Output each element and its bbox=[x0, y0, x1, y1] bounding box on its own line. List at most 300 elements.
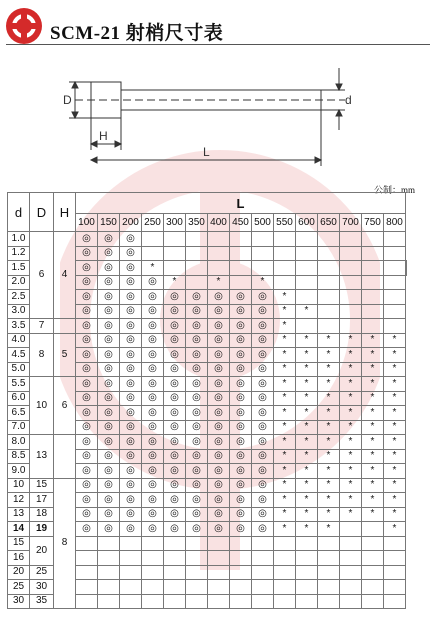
empty-cell bbox=[120, 580, 142, 595]
empty-cell bbox=[318, 290, 340, 305]
empty-cell bbox=[120, 594, 142, 609]
circle-mark: ◎ bbox=[98, 435, 120, 450]
table-row bbox=[8, 377, 407, 392]
circle-mark: ◎ bbox=[186, 522, 208, 537]
empty-cell bbox=[208, 232, 230, 247]
star-mark: * bbox=[296, 348, 318, 363]
circle-mark: ◎ bbox=[76, 420, 98, 435]
header-length: 700 bbox=[340, 214, 362, 232]
circle-mark: ◎ bbox=[76, 435, 98, 450]
circle-mark: ◎ bbox=[120, 391, 142, 406]
empty-cell bbox=[296, 246, 318, 261]
circle-mark: ◎ bbox=[76, 493, 98, 508]
star-mark: * bbox=[296, 391, 318, 406]
empty-cell bbox=[362, 290, 384, 305]
empty-cell bbox=[208, 551, 230, 566]
empty-cell bbox=[252, 261, 274, 276]
circle-mark: ◎ bbox=[76, 449, 98, 464]
empty-cell bbox=[164, 565, 186, 580]
circle-mark: ◎ bbox=[208, 290, 230, 305]
empty-cell bbox=[142, 580, 164, 595]
header-D: D bbox=[30, 193, 54, 232]
empty-cell bbox=[296, 594, 318, 609]
cell-d: 4.0 bbox=[8, 333, 30, 348]
empty-cell bbox=[186, 580, 208, 595]
cell-d: 30 bbox=[8, 594, 30, 609]
empty-cell bbox=[362, 536, 384, 551]
star-mark: * bbox=[296, 507, 318, 522]
circle-mark: ◎ bbox=[164, 333, 186, 348]
empty-cell bbox=[362, 565, 384, 580]
circle-mark: ◎ bbox=[230, 333, 252, 348]
circle-mark: ◎ bbox=[252, 478, 274, 493]
cell-d: 1.0 bbox=[8, 232, 30, 247]
empty-cell bbox=[76, 565, 98, 580]
circle-mark: ◎ bbox=[164, 319, 186, 334]
header-length: 150 bbox=[98, 214, 120, 232]
circle-mark: ◎ bbox=[230, 304, 252, 319]
circle-mark: ◎ bbox=[98, 246, 120, 261]
circle-mark: ◎ bbox=[120, 478, 142, 493]
star-mark: * bbox=[340, 420, 362, 435]
cell-D: 15 bbox=[30, 478, 54, 493]
star-mark: * bbox=[340, 333, 362, 348]
empty-cell bbox=[208, 565, 230, 580]
circle-mark: ◎ bbox=[208, 420, 230, 435]
empty-cell bbox=[142, 565, 164, 580]
star-mark: * bbox=[296, 420, 318, 435]
star-mark: * bbox=[318, 478, 340, 493]
header-length: 750 bbox=[362, 214, 384, 232]
circle-mark: ◎ bbox=[98, 377, 120, 392]
empty-cell bbox=[340, 522, 362, 537]
empty-cell bbox=[340, 551, 362, 566]
circle-mark: ◎ bbox=[230, 522, 252, 537]
star-mark: * bbox=[340, 507, 362, 522]
star-mark: * bbox=[296, 449, 318, 464]
cell-D: 8 bbox=[30, 333, 54, 377]
star-mark: * bbox=[384, 507, 406, 522]
header-length: 100 bbox=[76, 214, 98, 232]
empty-cell bbox=[340, 565, 362, 580]
empty-cell bbox=[318, 536, 340, 551]
cell-H bbox=[54, 435, 76, 479]
empty-cell bbox=[340, 319, 362, 334]
circle-mark: ◎ bbox=[120, 522, 142, 537]
empty-cell bbox=[384, 551, 406, 566]
star-mark: * bbox=[384, 333, 406, 348]
cell-d: 25 bbox=[8, 580, 30, 595]
empty-cell bbox=[296, 551, 318, 566]
empty-cell bbox=[164, 232, 186, 247]
circle-mark: ◎ bbox=[76, 377, 98, 392]
circle-mark: ◎ bbox=[230, 478, 252, 493]
circle-mark: ◎ bbox=[98, 478, 120, 493]
empty-cell bbox=[362, 594, 384, 609]
circle-mark: ◎ bbox=[252, 377, 274, 392]
star-mark: * bbox=[384, 464, 406, 479]
circle-mark: ◎ bbox=[76, 333, 98, 348]
cell-D: 6 bbox=[30, 232, 54, 319]
circle-mark: ◎ bbox=[120, 493, 142, 508]
header-length: 400 bbox=[208, 214, 230, 232]
empty-cell bbox=[164, 580, 186, 595]
circle-mark: ◎ bbox=[120, 464, 142, 479]
circle-mark: ◎ bbox=[230, 449, 252, 464]
star-mark: * bbox=[340, 348, 362, 363]
circle-mark: ◎ bbox=[164, 435, 186, 450]
circle-mark: ◎ bbox=[98, 493, 120, 508]
circle-mark: ◎ bbox=[164, 478, 186, 493]
circle-mark: ◎ bbox=[230, 391, 252, 406]
cell-H: 8 bbox=[54, 478, 76, 609]
empty-cell bbox=[340, 580, 362, 595]
circle-mark: ◎ bbox=[186, 406, 208, 421]
cell-D: 35 bbox=[30, 594, 54, 609]
header-H: H bbox=[54, 193, 76, 232]
circle-mark: ◎ bbox=[98, 420, 120, 435]
circle-mark: ◎ bbox=[252, 319, 274, 334]
circle-mark: ◎ bbox=[120, 507, 142, 522]
empty-cell bbox=[384, 319, 406, 334]
star-mark: * bbox=[318, 464, 340, 479]
circle-mark: ◎ bbox=[98, 275, 120, 290]
empty-cell bbox=[362, 580, 384, 595]
table-row bbox=[8, 333, 407, 348]
star-mark: * bbox=[384, 406, 406, 421]
header-d: d bbox=[8, 193, 30, 232]
circle-mark: ◎ bbox=[208, 507, 230, 522]
header-length: 800 bbox=[384, 214, 406, 232]
circle-mark: ◎ bbox=[120, 406, 142, 421]
cell-d: 20 bbox=[8, 565, 30, 580]
empty-cell bbox=[296, 580, 318, 595]
star-mark: * bbox=[318, 406, 340, 421]
star-mark: * bbox=[384, 449, 406, 464]
circle-mark: ◎ bbox=[186, 435, 208, 450]
circle-mark: ◎ bbox=[186, 493, 208, 508]
empty-cell bbox=[186, 594, 208, 609]
empty-cell bbox=[274, 551, 296, 566]
empty-cell bbox=[252, 580, 274, 595]
circle-mark: ◎ bbox=[252, 464, 274, 479]
circle-mark: ◎ bbox=[98, 232, 120, 247]
star-mark: * bbox=[362, 406, 384, 421]
cell-D: 18 bbox=[30, 507, 54, 522]
empty-cell bbox=[208, 261, 230, 276]
empty-cell bbox=[362, 232, 384, 247]
circle-mark: ◎ bbox=[142, 391, 164, 406]
star-mark: * bbox=[384, 391, 406, 406]
cell-D: 13 bbox=[30, 435, 54, 479]
star-mark: * bbox=[274, 493, 296, 508]
star-mark: * bbox=[340, 435, 362, 450]
empty-cell bbox=[120, 551, 142, 566]
star-mark: * bbox=[274, 464, 296, 479]
circle-mark: ◎ bbox=[98, 290, 120, 305]
circle-mark: ◎ bbox=[76, 319, 98, 334]
empty-cell bbox=[296, 536, 318, 551]
circle-mark: ◎ bbox=[230, 507, 252, 522]
empty-cell bbox=[186, 551, 208, 566]
header-length: 500 bbox=[252, 214, 274, 232]
circle-mark: ◎ bbox=[230, 420, 252, 435]
star-mark: * bbox=[340, 478, 362, 493]
star-mark: * bbox=[296, 464, 318, 479]
header-L: L bbox=[76, 193, 406, 214]
title-divider bbox=[6, 44, 430, 45]
circle-mark: ◎ bbox=[120, 348, 142, 363]
cell-d: 1.2 bbox=[8, 246, 30, 261]
circle-mark: ◎ bbox=[76, 275, 98, 290]
star-mark: * bbox=[274, 507, 296, 522]
empty-cell bbox=[164, 551, 186, 566]
circle-mark: ◎ bbox=[186, 319, 208, 334]
empty-cell bbox=[340, 261, 362, 276]
star-mark: * bbox=[340, 377, 362, 392]
circle-mark: ◎ bbox=[186, 464, 208, 479]
circle-mark: ◎ bbox=[164, 406, 186, 421]
empty-cell bbox=[230, 565, 252, 580]
cell-d: 6.0 bbox=[8, 391, 30, 406]
circle-mark: ◎ bbox=[164, 449, 186, 464]
star-mark: * bbox=[384, 522, 406, 537]
star-mark: * bbox=[318, 435, 340, 450]
star-mark: * bbox=[274, 377, 296, 392]
star-mark: * bbox=[296, 362, 318, 377]
cell-D: 19 bbox=[30, 522, 54, 537]
empty-cell bbox=[318, 319, 340, 334]
cell-d: 3.0 bbox=[8, 304, 30, 319]
circle-mark: ◎ bbox=[230, 362, 252, 377]
empty-cell bbox=[274, 246, 296, 261]
circle-mark: ◎ bbox=[142, 478, 164, 493]
empty-cell bbox=[274, 580, 296, 595]
cell-d: 5.0 bbox=[8, 362, 30, 377]
circle-mark: ◎ bbox=[120, 377, 142, 392]
star-mark: * bbox=[296, 377, 318, 392]
empty-cell bbox=[340, 594, 362, 609]
star-mark: * bbox=[384, 478, 406, 493]
circle-mark: ◎ bbox=[186, 478, 208, 493]
empty-cell bbox=[318, 304, 340, 319]
star-mark: * bbox=[318, 493, 340, 508]
cell-D: 30 bbox=[30, 580, 54, 595]
circle-mark: ◎ bbox=[208, 478, 230, 493]
star-mark: * bbox=[362, 435, 384, 450]
star-mark: * bbox=[274, 449, 296, 464]
circle-mark: ◎ bbox=[208, 464, 230, 479]
star-mark: * bbox=[318, 348, 340, 363]
empty-cell bbox=[230, 551, 252, 566]
cell-d: 5.5 bbox=[8, 377, 30, 392]
star-mark: * bbox=[296, 478, 318, 493]
star-mark: * bbox=[296, 435, 318, 450]
empty-cell bbox=[340, 536, 362, 551]
star-mark: * bbox=[384, 362, 406, 377]
circle-mark: ◎ bbox=[98, 507, 120, 522]
empty-cell bbox=[186, 232, 208, 247]
circle-mark: ◎ bbox=[98, 333, 120, 348]
circle-mark: ◎ bbox=[76, 290, 98, 305]
circle-mark: ◎ bbox=[142, 304, 164, 319]
circle-mark: ◎ bbox=[252, 290, 274, 305]
star-mark: * bbox=[296, 493, 318, 508]
empty-cell bbox=[296, 261, 318, 276]
empty-cell bbox=[362, 304, 384, 319]
star-mark: * bbox=[362, 507, 384, 522]
star-mark: * bbox=[274, 290, 296, 305]
circle-mark: ◎ bbox=[208, 435, 230, 450]
circle-mark: ◎ bbox=[252, 333, 274, 348]
circle-mark: ◎ bbox=[120, 261, 142, 276]
cell-d: 12 bbox=[8, 493, 30, 508]
dim-label-d: d bbox=[345, 93, 352, 107]
cell-D: 10 bbox=[30, 377, 54, 435]
circle-mark: ◎ bbox=[164, 391, 186, 406]
empty-cell bbox=[252, 551, 274, 566]
circle-mark: ◎ bbox=[208, 522, 230, 537]
cell-d: 3.5 bbox=[8, 319, 30, 334]
circle-mark: ◎ bbox=[142, 319, 164, 334]
dim-label-H: H bbox=[99, 129, 108, 143]
star-mark: * bbox=[296, 333, 318, 348]
circle-mark: ◎ bbox=[252, 449, 274, 464]
circle-mark: ◎ bbox=[252, 522, 274, 537]
circle-mark: ◎ bbox=[120, 420, 142, 435]
empty-cell bbox=[252, 565, 274, 580]
pin-drawing bbox=[55, 60, 385, 170]
star-mark: * bbox=[164, 275, 186, 290]
empty-cell bbox=[274, 594, 296, 609]
empty-cell bbox=[296, 319, 318, 334]
circle-mark: ◎ bbox=[208, 304, 230, 319]
empty-cell bbox=[384, 594, 406, 609]
circle-mark: ◎ bbox=[164, 464, 186, 479]
star-mark: * bbox=[296, 522, 318, 537]
empty-cell bbox=[318, 580, 340, 595]
empty-cell bbox=[340, 275, 362, 290]
circle-mark: ◎ bbox=[164, 348, 186, 363]
empty-cell bbox=[384, 261, 406, 276]
star-mark: * bbox=[318, 391, 340, 406]
empty-cell bbox=[340, 304, 362, 319]
empty-cell bbox=[164, 246, 186, 261]
dim-label-D: D bbox=[63, 93, 72, 107]
circle-mark: ◎ bbox=[208, 333, 230, 348]
circle-mark: ◎ bbox=[142, 507, 164, 522]
cell-d: 16 bbox=[8, 551, 30, 566]
circle-mark: ◎ bbox=[76, 246, 98, 261]
empty-cell bbox=[76, 536, 98, 551]
circle-mark: ◎ bbox=[98, 319, 120, 334]
empty-cell bbox=[186, 565, 208, 580]
circle-mark: ◎ bbox=[76, 522, 98, 537]
circle-mark: ◎ bbox=[76, 391, 98, 406]
circle-mark: ◎ bbox=[208, 319, 230, 334]
circle-mark: ◎ bbox=[252, 304, 274, 319]
circle-mark: ◎ bbox=[164, 420, 186, 435]
circle-mark: ◎ bbox=[142, 348, 164, 363]
star-mark: * bbox=[296, 406, 318, 421]
circle-mark: ◎ bbox=[208, 449, 230, 464]
circle-mark: ◎ bbox=[164, 304, 186, 319]
circle-mark: ◎ bbox=[208, 391, 230, 406]
empty-cell bbox=[98, 551, 120, 566]
star-mark: * bbox=[318, 507, 340, 522]
circle-mark: ◎ bbox=[76, 348, 98, 363]
star-mark: * bbox=[274, 333, 296, 348]
circle-mark: ◎ bbox=[208, 493, 230, 508]
star-mark: * bbox=[362, 391, 384, 406]
circle-mark: ◎ bbox=[76, 507, 98, 522]
circle-mark: ◎ bbox=[142, 449, 164, 464]
star-mark: * bbox=[318, 522, 340, 537]
empty-cell bbox=[208, 594, 230, 609]
star-mark: * bbox=[340, 391, 362, 406]
cell-d: 6.5 bbox=[8, 406, 30, 421]
star-mark: * bbox=[340, 449, 362, 464]
circle-mark: ◎ bbox=[142, 333, 164, 348]
cell-D: 17 bbox=[30, 493, 54, 508]
empty-cell bbox=[186, 246, 208, 261]
cell-H bbox=[54, 319, 76, 334]
cell-d: 8.0 bbox=[8, 435, 30, 450]
cell-d: 1.5 bbox=[8, 261, 30, 276]
empty-cell bbox=[362, 551, 384, 566]
header-length: 300 bbox=[164, 214, 186, 232]
circle-mark: ◎ bbox=[186, 391, 208, 406]
circle-mark: ◎ bbox=[76, 464, 98, 479]
header-length: 250 bbox=[142, 214, 164, 232]
circle-mark: ◎ bbox=[142, 464, 164, 479]
empty-cell bbox=[274, 565, 296, 580]
circle-mark: ◎ bbox=[142, 275, 164, 290]
cell-d: 2.0 bbox=[8, 275, 30, 290]
circle-mark: ◎ bbox=[252, 348, 274, 363]
circle-mark: ◎ bbox=[230, 464, 252, 479]
empty-cell bbox=[76, 594, 98, 609]
empty-cell bbox=[252, 536, 274, 551]
empty-cell bbox=[296, 290, 318, 305]
star-mark: * bbox=[384, 493, 406, 508]
star-mark: * bbox=[274, 420, 296, 435]
star-mark: * bbox=[340, 406, 362, 421]
empty-cell bbox=[318, 232, 340, 247]
cell-H: 6 bbox=[54, 377, 76, 435]
circle-mark: ◎ bbox=[142, 522, 164, 537]
star-mark: * bbox=[274, 435, 296, 450]
circle-mark: ◎ bbox=[186, 304, 208, 319]
empty-cell bbox=[208, 580, 230, 595]
star-mark: * bbox=[274, 319, 296, 334]
circle-mark: ◎ bbox=[98, 362, 120, 377]
circle-mark: ◎ bbox=[164, 377, 186, 392]
empty-cell bbox=[384, 536, 406, 551]
circle-mark: ◎ bbox=[164, 362, 186, 377]
empty-cell bbox=[230, 232, 252, 247]
cell-H: 5 bbox=[54, 333, 76, 377]
empty-cell bbox=[318, 551, 340, 566]
header-length: 600 bbox=[296, 214, 318, 232]
circle-mark: ◎ bbox=[98, 406, 120, 421]
empty-cell bbox=[120, 565, 142, 580]
star-mark: * bbox=[340, 362, 362, 377]
star-mark: * bbox=[362, 449, 384, 464]
cell-D: 20 bbox=[30, 536, 54, 565]
star-mark: * bbox=[274, 348, 296, 363]
circle-mark: ◎ bbox=[98, 348, 120, 363]
